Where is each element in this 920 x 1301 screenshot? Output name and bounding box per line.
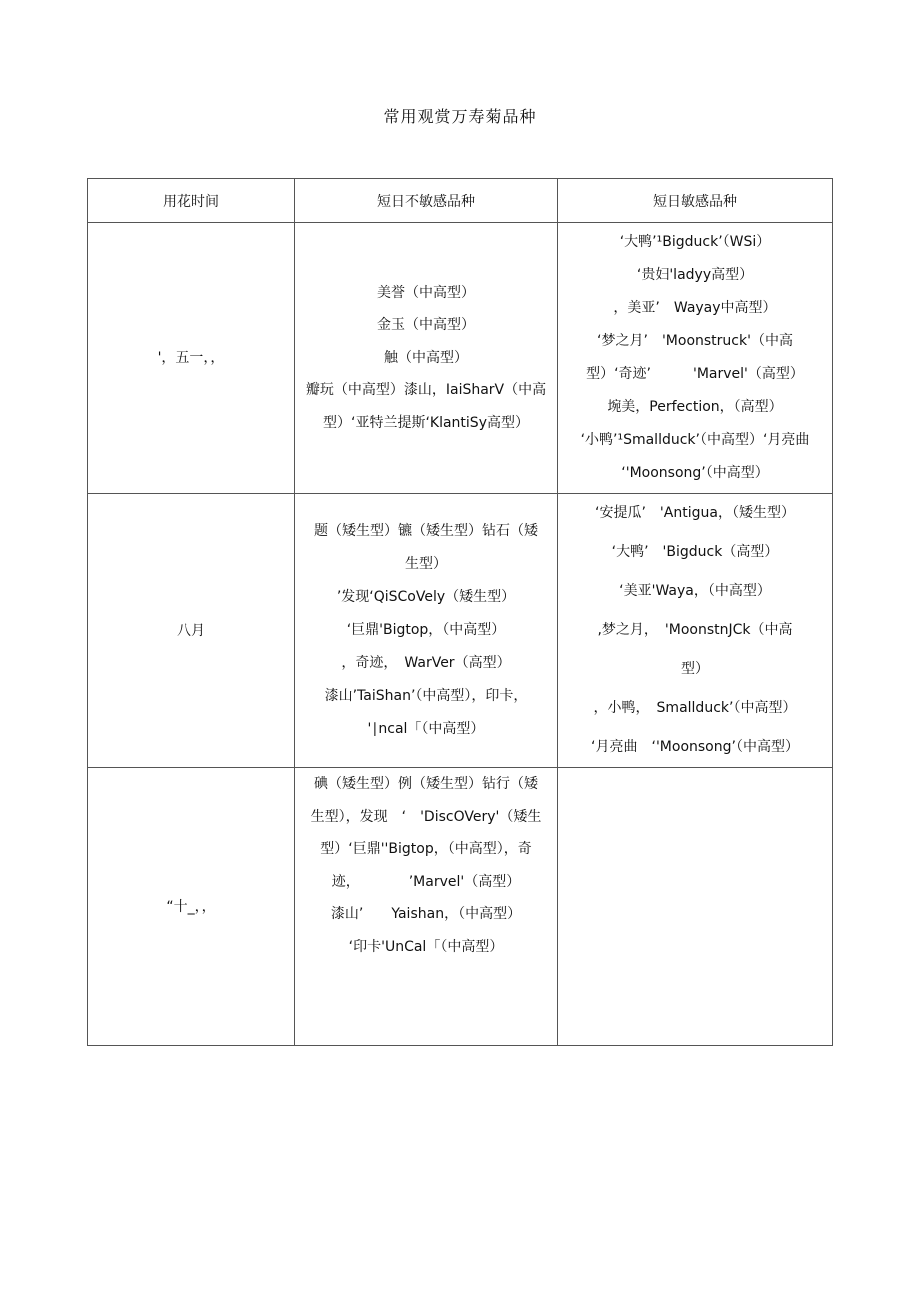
variety-line: 生型） — [405, 556, 447, 572]
variety-line: 碘（矮生型）例（矮生型）钻行（矮 — [314, 776, 538, 792]
header-flower-time: 用花时间 — [88, 179, 295, 223]
variety-line: 金玉（中高型） — [377, 317, 475, 334]
variety-line: 美誉（中高型） — [377, 284, 475, 301]
variety-line: ,梦之月， 'MoonstnJCk（中高 — [597, 622, 793, 638]
table-row — [88, 494, 833, 768]
variety-line: ‘贵妇'ladyy高型） — [636, 267, 754, 283]
variety-line: ’发现‘QiSCoVely（矮生型） — [336, 589, 516, 605]
variety-line: 题（矮生型）镳（矮生型）钻石（矮 — [314, 523, 538, 539]
variety-line: 生型），发现 ‘ 'DiscOVery'（矮生 — [310, 808, 542, 825]
insensitive-cell — [295, 768, 558, 1046]
variety-line: 瓣玩（中高型）漆山，IaiSharV（中高 — [305, 382, 547, 399]
variety-line: ‘巨鼎'Bigtop，（中高型） — [346, 622, 506, 638]
variety-line: ‘大鸭’ 'Bigduck（高型） — [611, 544, 779, 560]
sensitive-cell — [558, 494, 833, 768]
variety-line: ‘美亚'Waya，（中高型） — [619, 583, 771, 599]
sensitive-cell — [558, 223, 833, 494]
table-row — [88, 223, 833, 494]
page-title: 常用观赏万寿菊品种 — [383, 107, 537, 126]
variety-line: 型）‘巨鼎''Bigtop，（中高型），奇 — [320, 841, 532, 857]
variety-line: 型）‘奇迹’ 'Marvel'（高型） — [586, 366, 804, 382]
variety-line: 触（中高型） — [384, 349, 468, 366]
variety-line: ，美亚’ Wayay中高型） — [613, 300, 777, 316]
sensitive-cell-empty — [558, 768, 833, 1046]
header-insensitive: 短日不敏感品种 — [295, 179, 558, 223]
variety-line: '∣ncal「（中高型） — [367, 721, 485, 737]
variety-line: ，小鸭， Smallduck’（中高型） — [593, 700, 797, 716]
table-header-row — [88, 179, 833, 223]
varieties-table — [87, 178, 833, 1046]
variety-line: 漆山’ Yaishan，（中高型） — [330, 906, 522, 922]
variety-line: ‘月亮曲 ‘'Moonsong’（中高型） — [591, 739, 799, 755]
header-sensitive: 短日敏感品种 — [558, 179, 833, 223]
variety-line: 型）‘亚特兰提斯‘KlantiSy高型） — [323, 414, 529, 431]
variety-line: 迹， ’Marvel'（高型） — [331, 873, 521, 890]
variety-line: ‘'Moonsong’（中高型） — [621, 465, 769, 481]
variety-line: ‘印卡'UnCal「（中高型） — [348, 938, 504, 955]
variety-line: 型） — [681, 661, 709, 677]
variety-line: ，奇迹， WarVer（高型） — [341, 655, 511, 671]
time-cell: “十_，， — [88, 768, 295, 1046]
variety-line: 漆山’TaiShan’（中高型），印卡， — [324, 688, 528, 704]
variety-line: ‘安提瓜’ 'Antigua，（矮生型） — [595, 505, 795, 521]
time-cell: '，五一，， — [88, 223, 295, 494]
insensitive-cell — [295, 494, 558, 768]
table-row — [88, 768, 833, 1046]
variety-line: ‘梦之月’ 'Moonstruck'（中高 — [597, 333, 793, 349]
insensitive-cell — [295, 223, 558, 494]
variety-line: 埦美，Perfection，（高型） — [607, 399, 783, 415]
variety-line: ‘小鸭’¹Smallduck’（中高型）‘月亮曲 — [580, 432, 810, 448]
time-cell: 八月 — [88, 494, 295, 768]
variety-line: ‘大鸭’¹Bigduck’（WSi） — [619, 234, 771, 250]
